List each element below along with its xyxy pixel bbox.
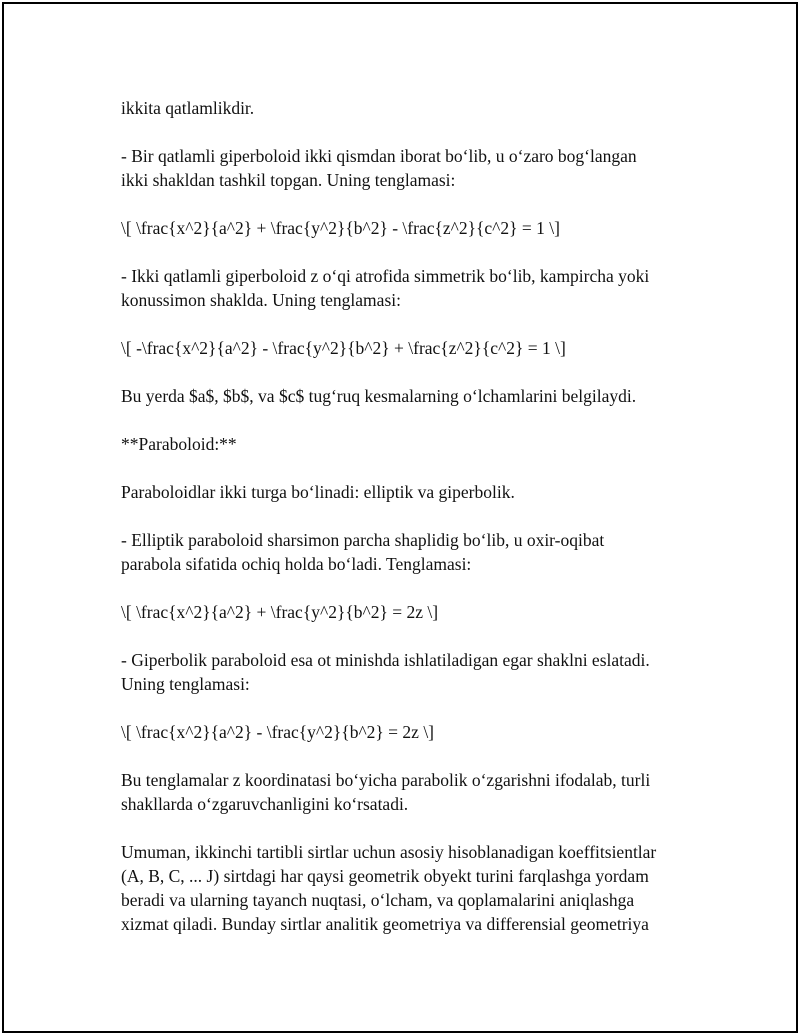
text-line: - Ikki qatlamli giperboloid z o‘qi atrofida simmetrik bo‘lib, kampircha yoki — [121, 266, 650, 286]
text-line: konussimon shaklda. Uning tenglamasi: — [121, 290, 401, 310]
equation-line: \[ \frac{x^2}{a^2} - \frac{y^2}{b^2} = 2z \] — [121, 722, 435, 742]
text-line: beradi va ularning tayanch nuqtasi, o‘lcham, va qoplamalarini aniqlashga — [121, 890, 635, 910]
paragraph-paraboloid-types — [121, 480, 701, 504]
page-frame — [2, 2, 798, 1033]
paragraph-two-sheet-hyperboloid — [121, 264, 701, 312]
text-line: Bu tenglamalar z koordinatasi bo‘yicha parabolik o‘zgarishni ifodalab, turli — [121, 770, 651, 790]
heading-line: **Paraboloid:** — [121, 434, 237, 454]
paragraph-parabolic-change — [121, 768, 701, 816]
paragraph-one-sheet-hyperboloid — [121, 144, 701, 192]
text-line: ikki shakldan tashkil topgan. Uning tenglamasi: — [121, 170, 456, 190]
paragraph-hyperbolic-paraboloid — [121, 648, 701, 696]
text-line: Paraboloidlar ikki turga bo‘linadi: elliptik va giperbolik. — [121, 482, 515, 502]
text-line: Bu yerda $a$, $b$, va $c$ tug‘ruq kesmalarning o‘lchamlarini belgilaydi. — [121, 386, 637, 406]
section-heading-paraboloid — [121, 432, 701, 456]
text-line: - Bir qatlamli giperboloid ikki qismdan iborat bo‘lib, u o‘zaro bog‘langan — [121, 146, 637, 166]
equation-one-sheet-hyperboloid — [121, 216, 701, 240]
equation-line: \[ -\frac{x^2}{a^2} - \frac{y^2}{b^2} + \frac{z^2}{c^2} = 1 \] — [121, 338, 566, 358]
text-line: (A, B, C, ... J) sirtdagi har qaysi geometrik obyekt turini farqlashga yordam — [121, 866, 649, 886]
text-line: ikkita qatlamlikdir. — [121, 98, 255, 118]
equation-hyperbolic-paraboloid — [121, 720, 701, 744]
paragraph-conclusion — [121, 840, 701, 936]
document-body — [121, 96, 701, 960]
equation-elliptic-paraboloid — [121, 600, 701, 624]
text-line: - Elliptik paraboloid sharsimon parcha shaplidig bo‘lib, u oxir-oqibat — [121, 530, 605, 550]
paragraph-parameters-note — [121, 384, 701, 408]
text-line: parabola sifatida ochiq holda bo‘ladi. Tenglamasi: — [121, 554, 472, 574]
equation-two-sheet-hyperboloid — [121, 336, 701, 360]
equation-line: \[ \frac{x^2}{a^2} + \frac{y^2}{b^2} - \frac{z^2}{c^2} = 1 \] — [121, 218, 560, 238]
paragraph-intro-tail — [121, 96, 701, 120]
text-line: shakllarda o‘zgaruvchanligini ko‘rsatadi. — [121, 794, 409, 814]
equation-line: \[ \frac{x^2}{a^2} + \frac{y^2}{b^2} = 2z \] — [121, 602, 439, 622]
paragraph-elliptic-paraboloid — [121, 528, 701, 576]
text-line: - Giperbolik paraboloid esa ot minishda ishlatiladigan egar shaklni eslatadi. — [121, 650, 650, 670]
text-line: Umuman, ikkinchi tartibli sirtlar uchun asosiy hisoblanadigan koeffitsientlar — [121, 842, 657, 862]
text-line: xizmat qiladi. Bunday sirtlar analitik geometriya va differensial geometriya — [121, 914, 649, 934]
text-line: Uning tenglamasi: — [121, 674, 250, 694]
